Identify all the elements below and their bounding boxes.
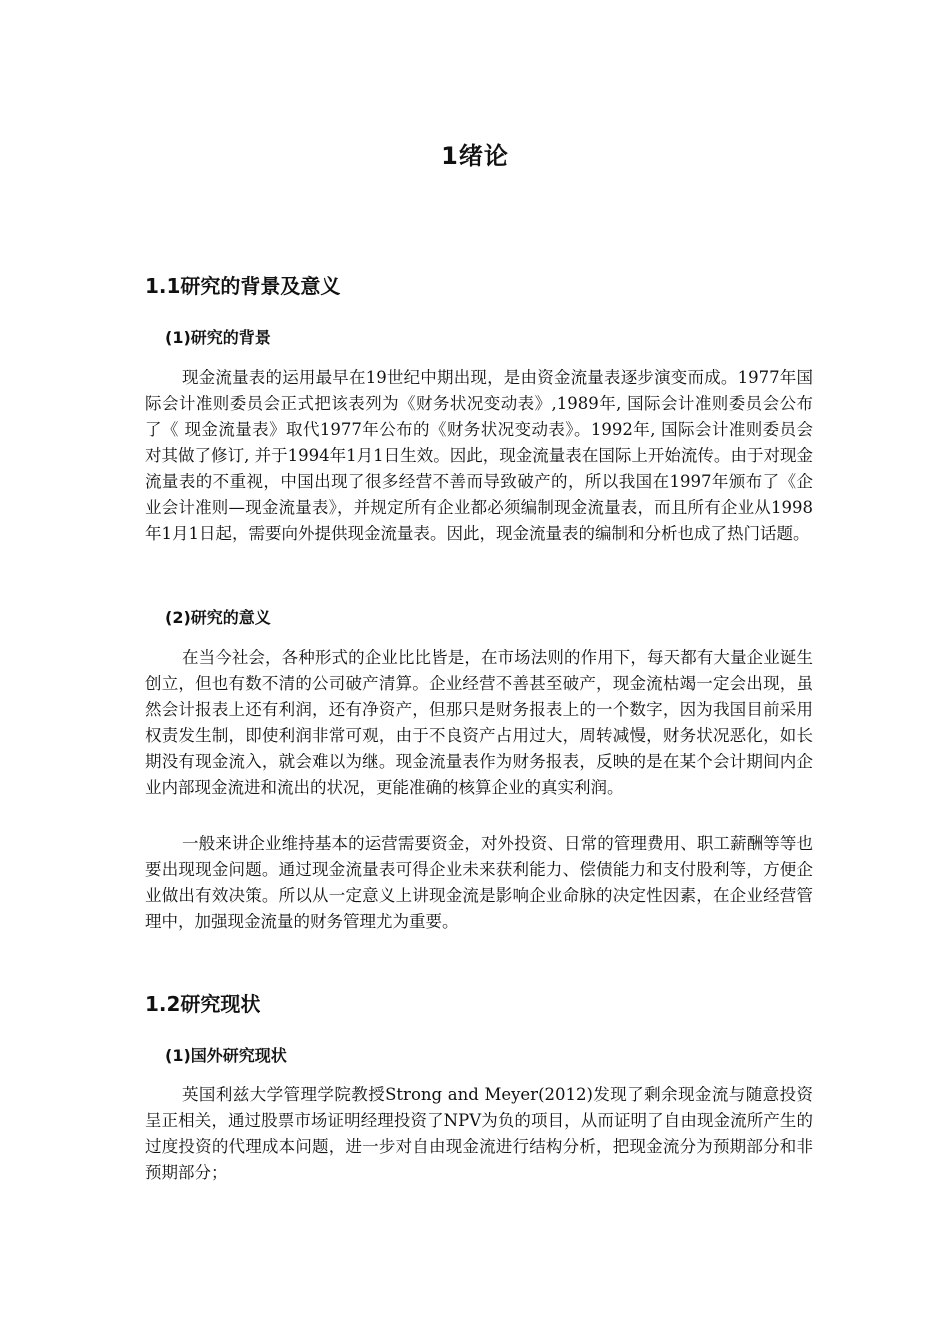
chapter-title: 1绪论 [441,142,509,170]
subsection-title-significance: (2)研究的意义 [165,608,271,627]
subsection-title-background: (1)研究的背景 [165,328,271,347]
paragraph-significance-2: 一般来讲企业维持基本的运营需要资金，对外投资、日常的管理费用、职工薪酬等等也要出现现金问题。通过现金流量表可得企业未来获利能力、偿债能力和支付股利等，方便企业做出有效决策。所以从一定意义上讲现金流是影响企业命脉的决定性因素，在企业经营管理中，加强现金流量的财务管理尤为重要。 [145,834,813,931]
section-title-1-2: 1.2研究现状 [145,992,261,1016]
paragraph-significance-1: 在当今社会，各种形式的企业比比皆是，在市场法则的作用下，每天都有大量企业诞生创立，但也有数不清的公司破产清算。企业经营不善甚至破产，现金流枯竭一定会出现，虽然会计报表上还有利润，还有净资产，但那只是财务报表上的一个数字，因为我国目前采用权责发生制，即使利润非常可观，由于不良资产占用过大，周转减慢，财务状况恶化，如长期没有现金流入，就会难以为继。现金流量表作为财务报表，反映的是在某个会计期间内企业内部现金流进和流出的状况，更能准确的核算企业的真实利润。 [145,648,813,797]
subsection-title-foreign-research: (1)国外研究现状 [165,1046,287,1065]
paragraph-foreign-research: 英国利兹大学管理学院教授Strong and Meyer(2012)发现了剩余现金流与随意投资呈正相关，通过股票市场证明经理投资了NPV为负的项目，从而证明了自由现金流所产生的过度投资的代理成本问题，进一步对自由现金流进行结构分析，把现金流分为预期部分和非预期部分； [145,1085,813,1182]
paragraph-background: 现金流量表的运用最早在19世纪中期出现，是由资金流量表逐步演变而成。1977年国际会计准则委员会正式把该表列为《财务状况变动表》,1989年, 国际会计准则委员会公布了《 现金流量表》取代1977年公布的《财务状况变动表》。1992年, 国际会计准则委员会对其做了修订, 并于1994年1月1日生效。因此，现金流量表在国际上开始流传。由于对现金流量表的不重视，中国出现了很多经营不善而导致破产的，所以我国在1997年颁布了《企业会计准则—现金流量表》，并规定所有企业都必须编制现金流量表，而且所有企业从1998年1月1日起，需要向外提供现金流量表。因此，现金流量表的编制和分析也成了热门话题。 [145,368,813,543]
section-title-1-1: 1.1研究的背景及意义 [145,274,341,298]
